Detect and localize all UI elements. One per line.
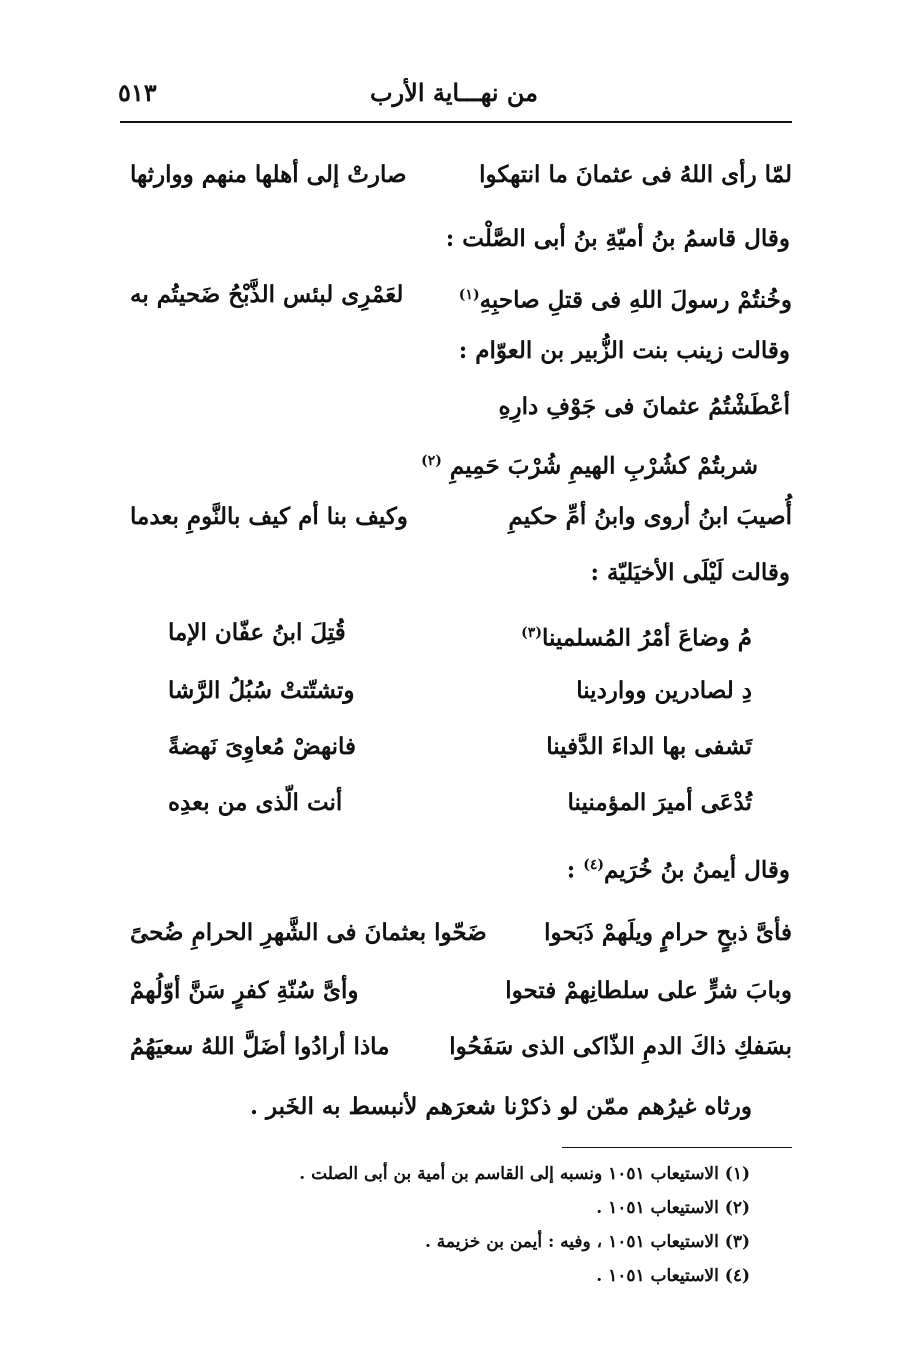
hemistich-left: وتشتّتتْ سُبُلُ الرَّشا	[168, 677, 355, 704]
hemistich-right: وبابَ شرٍّ على سلطانِهمْ فتحوا	[505, 977, 792, 1004]
hemistich-right: بسَفكِ ذاكَ الدمِ الذّاكى الذى سَفَحُوا	[449, 1033, 792, 1060]
running-header: من نهـــاية الأرب	[369, 78, 539, 107]
verse-line	[130, 916, 792, 950]
hemistich-right: تُدْعَى أميرَ المؤمنينا	[567, 789, 752, 816]
verse-line	[130, 500, 792, 534]
hemistich-left: وكيف بنا أم كيف بالنَّومِ بعدما	[130, 503, 408, 530]
hemistich-left: ماذا أرادُوا أضَلَّ اللهُ سعيَهُمُ	[130, 1033, 390, 1060]
verse-line	[421, 444, 758, 484]
verse-line	[168, 674, 752, 708]
footnote-rule	[562, 1147, 792, 1148]
verse-line	[168, 730, 752, 764]
footnote: (٢) الاستيعاب ١٠٥١ .	[596, 1198, 750, 1218]
hemistich-left: لعَمْرِى لبئس الذَّبْحُ ضَحيتُم به	[130, 281, 404, 308]
prose-line: وقالت زينب بنت الزُّبير بن العوّام :	[458, 337, 790, 364]
verse-line	[168, 616, 752, 656]
prose-line: ورثاه غيرُهم ممّن لو ذكرْنا شعرَهم لأنبسط به الخَبر .	[249, 1093, 752, 1120]
header-rule	[120, 121, 792, 123]
verse-line: أعْطَشْتُمُ عثمانَ فى جَوْفِ دارِهِ	[498, 393, 790, 420]
prose-line	[567, 848, 790, 888]
prose-text: وقال أيمنُ بنُ خُرَيم	[604, 856, 790, 884]
hemistich-left: فانهضْ مُعاوِىَ نَهضةً	[168, 733, 357, 760]
prose-line: وقالت لَيْلَى الأخيَليّة :	[590, 559, 790, 586]
verse-line	[168, 786, 752, 820]
footnote-marker: (٣)	[521, 625, 542, 641]
footnote: (٤) الاستيعاب ١٠٥١ .	[596, 1266, 750, 1286]
footnote-marker: (٢)	[421, 453, 442, 469]
verse-line	[130, 278, 792, 318]
verse-line	[130, 1030, 792, 1064]
colon: :	[566, 856, 576, 884]
hemistich-left: قُتِلَ ابنُ عفّان الإما	[168, 619, 346, 646]
hemistich-text: وخُنتُمْ رسولَ اللهِ فى قتلِ صاحبِهِ	[479, 286, 792, 314]
hemistich-left: وأىَّ سُنّةِ كفرٍ سَنَّ أوّلُهمْ	[130, 977, 359, 1004]
hemistich-left: ضَحّوا بعثمانَ فى الشَّهرِ الحرامِ ضُحىً	[130, 919, 487, 946]
hemistich-right: فأىَّ ذبحٍ حرامٍ ويلَهمْ ذَبَحوا	[544, 919, 792, 946]
hemistich-right: تَشفى بها الداءَ الدَّفينا	[546, 733, 752, 760]
verse-line	[130, 974, 792, 1008]
hemistich-text: مُ وضاعَ أمْرُ المُسلمينا	[541, 624, 752, 652]
footnote: (٣) الاستيعاب ١٠٥١ ، وفيه : أيمن بن خزيمة .	[424, 1232, 750, 1252]
footnote-marker: (٤)	[583, 857, 605, 873]
hemistich-left: صارتْ إلى أهلها منهم ووارثها	[130, 161, 407, 188]
hemistich-right: أُصيبَ ابنُ أروى وابنُ أمِّ حكيمِ	[508, 503, 792, 530]
hemistich-right	[521, 616, 752, 656]
page-number: ٥١٣	[118, 78, 157, 107]
verse-line	[130, 158, 792, 192]
hemistich-right: لمّا رأى اللهُ فى عثمانَ ما انتهكوا	[479, 161, 792, 188]
prose-line: وقال قاسمُ بنُ أميّةِ بنُ أبى الصَّلْت :	[445, 225, 790, 252]
hemistich-left: أنت الّذى من بعدِه	[168, 789, 343, 816]
footnote-marker: (١)	[458, 287, 480, 303]
verse-text: شربتُمْ كشُرْبِ الهيمِ شُرْبَ حَمِيمِ	[449, 452, 758, 480]
footnote: (١) الاستيعاب ١٠٥١ ونسبه إلى القاسم بن أمية بن أبى الصلت .	[299, 1164, 750, 1184]
hemistich-right	[459, 278, 792, 318]
hemistich-right: دِ لصادرين وواردينا	[576, 677, 752, 704]
